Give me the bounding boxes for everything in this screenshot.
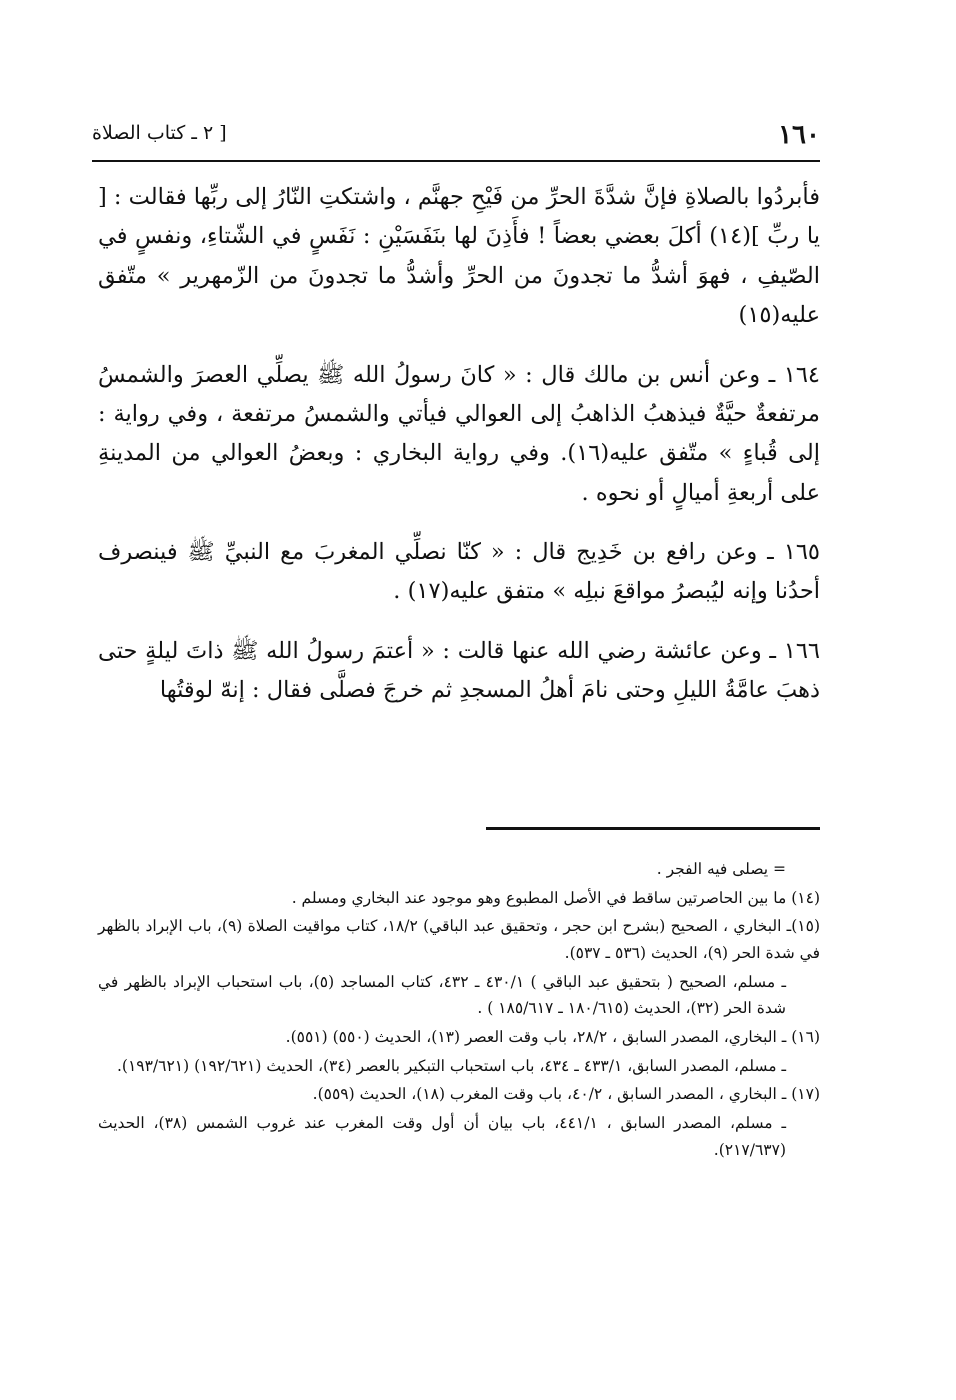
main-text [98,178,820,731]
footnote-15-muslim: ـ مسلم، الصحيح ( بتحقيق عبد الباقي ) ٤٣٠/١ ـ ٤٣٢، كتاب المساجد (٥)، باب استحباب الإبراد بالظهر في شدة الحر (٣٢)، الحديث (١٨٠/٦١٥ ـ ١٨٥/٦١٧ ) . [98,972,786,1018]
paragraph-hadith-164: ١٦٤ ـ وعن أنس بن مالك قال : « كانَ رسولُ الله ﷺ يصلِّي العصرَ والشمسُ مرتفعةٌ حيَّةٌ فيذهبُ الذاهبُ إلى العوالي فيأتي والشمسُ مرتفعة ، وفي رواية : إلى قُباءٍ » متّفق عليه(١٦). وفي رواية البخاري : وبعضُ العوالي من المدينةِ على أربعةِ أميالٍ أو نحوه . [98,361,820,506]
footnote-17-muslim: ـ مسلم، المصدر السابق ، ٤٤١/١، باب بيان أن أول وقت المغرب عند غروب الشمس (٣٨)، الحديث (٢١٧/٦٣٧). [98,1113,786,1159]
footnote-rule [486,827,820,830]
header-rule [92,160,820,162]
paragraph-hadith-166: ١٦٦ ـ وعن عائشة رضي الله عنها قالت : « أعتمَ رسولُ الله ﷺ ذاتَ ليلةٍ حتى ذهبَ عامَّةُ الليلِ وحتى نامَ أهلُ المسجدِ ثم خرجَ فصلَّى فقال : إنهّ لوقتُها [98,637,820,704]
footnote-17: (١٧) ـ البخاري ، المصدر السابق ، ٤٠/٢، باب وقت المغرب (١٨)، الحديث (٥٥٩). [312,1085,820,1104]
footnote-16-muslim: ـ مسلم، المصدر السابق، ٤٣٣/١ ـ ٤٣٤، باب استحباب التبكير بالعصر (٣٤)، الحديث (١٩٢/٦٢١) (١٩٣/٦٢١). [116,1056,786,1075]
paragraph-continuation: فأبردُوا بالصلاةِ فإنَّ شدَّةَ الحرِّ من فَيْحِ جهنَّم ، واشتكتِ النّارُ إلى ربِّها فقالت : [ يا ربِّ ](١٤) أكلَ بعضي بعضاً ! فأَذِنَ لها بنَفَسَيْنِ : نَفَسٍ في الشّتاءِ، ونفسٍ في الصّيفِ ، فهوَ أشدُّ ما تجدونَ من الحرِّ وأشدُّ ما تجدونَ من الزّمهرير » متّفق عليه(١٥) [98,184,820,329]
footnote-16: (١٦) ـ البخاري، المصدر السابق ، ٢٨/٢، باب وقت العصر (١٣)، الحديث (٥٥٠) (٥٥١). [285,1027,820,1046]
footnotes [98,856,820,1165]
footnote-carryover: = يصلى فيه الفجر . [656,860,786,878]
page-header [92,118,820,152]
running-head: [ ٢ ـ كتاب الصلاة [92,122,227,144]
footnote-15: (١٥)ـ البخاري ، الصحيح (بشرح ابن حجر ، وتحقيق عبد الباقي) ١٨/٢، كتاب مواقيت الصلاة (٩)، باب الإبراد بالظهر في شدة الحر (٩)، الحديث (٥٣٦ ـ ٥٣٧). [98,917,820,962]
footnote-14: (١٤) ما بين الحاصرتين ساقط في الأصل المطبوع وهو موجود عند البخاري ومسلم . [291,888,820,907]
paragraph-hadith-165: ١٦٥ ـ وعن رافع بن خَدِيج قال : « كنّا نصلِّي المغربَ مع النبيِّ ﷺ فينصرف أحدُنا وإنه ليُبصرُ مواقعَ نبلِه » متفق عليه(١٧) . [98,539,820,605]
page-number: ١٦٠ [778,120,820,150]
